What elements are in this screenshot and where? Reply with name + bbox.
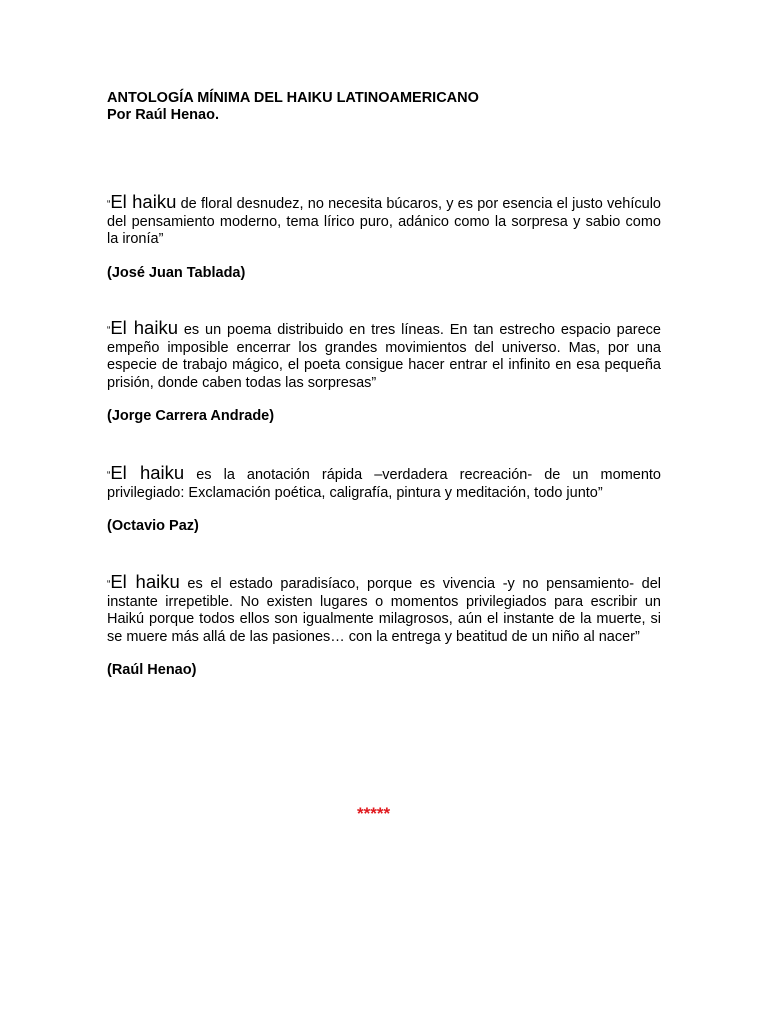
quote-lead: El haiku xyxy=(110,462,185,483)
document-byline: Por Raúl Henao. xyxy=(107,107,219,123)
quote-lead: El haiku xyxy=(110,191,177,212)
quote-text xyxy=(107,573,661,646)
quote-block xyxy=(107,573,661,679)
quote-lead: El haiku xyxy=(110,571,180,592)
quote-author: (Jorge Carrera Andrade) xyxy=(107,408,275,425)
quote-body: es un poema distribuido en tres líneas. En tan estrecho espacio parece empeño imposible encerrar los grandes movimientos del universo. Mas, por una especie de trabajo mágico, el poeta consigue hacer entrar el infinito en esa pequeña prisión, donde caben todas las sorpresas” xyxy=(107,322,661,391)
open-quote-mark: “ xyxy=(107,325,111,336)
quote-block xyxy=(107,193,661,282)
quote-block xyxy=(107,464,661,535)
quote-author: (José Juan Tablada) xyxy=(107,264,246,281)
quote-body: es la anotación rápida –verdadera recreación- de un momento privilegiado: Exclamación poética, caligrafía, pintura y meditación, todo junto” xyxy=(107,467,661,501)
quote-text xyxy=(107,464,661,502)
quote-lead: El haiku xyxy=(110,317,178,338)
open-quote-mark: “ xyxy=(107,199,111,210)
quote-text xyxy=(107,193,661,249)
open-quote-mark: “ xyxy=(107,579,111,590)
quote-author: (Raúl Henao) xyxy=(107,662,197,679)
document-header xyxy=(107,90,662,124)
quote-text xyxy=(107,319,661,392)
quote-block xyxy=(107,319,661,425)
open-quote-mark: “ xyxy=(107,470,111,481)
quote-body: de floral desnudez, no necesita búcaros, y es por esencia el justo vehículo del pensamiento moderno, tema lírico puro, adánico como la sorpresa y sabio como la ironía” xyxy=(107,196,661,248)
document-title: ANTOLOGÍA MÍNIMA DEL HAIKU LATINOAMERICANO xyxy=(107,90,479,106)
quote-body: es el estado paradisíaco, porque es vivencia -y no pensamiento- del instante irrepetible. No existen lugares o momentos privilegiados para escribir un Haikú porque todos ellos son igualmente milagrosos, aún el instante de la muerte, si se muere más allá de las pasiones… con la entrega y beatitud de un niño al nacer” xyxy=(107,576,661,645)
section-separator: ***** xyxy=(357,804,391,823)
quote-author: (Octavio Paz) xyxy=(107,518,199,535)
